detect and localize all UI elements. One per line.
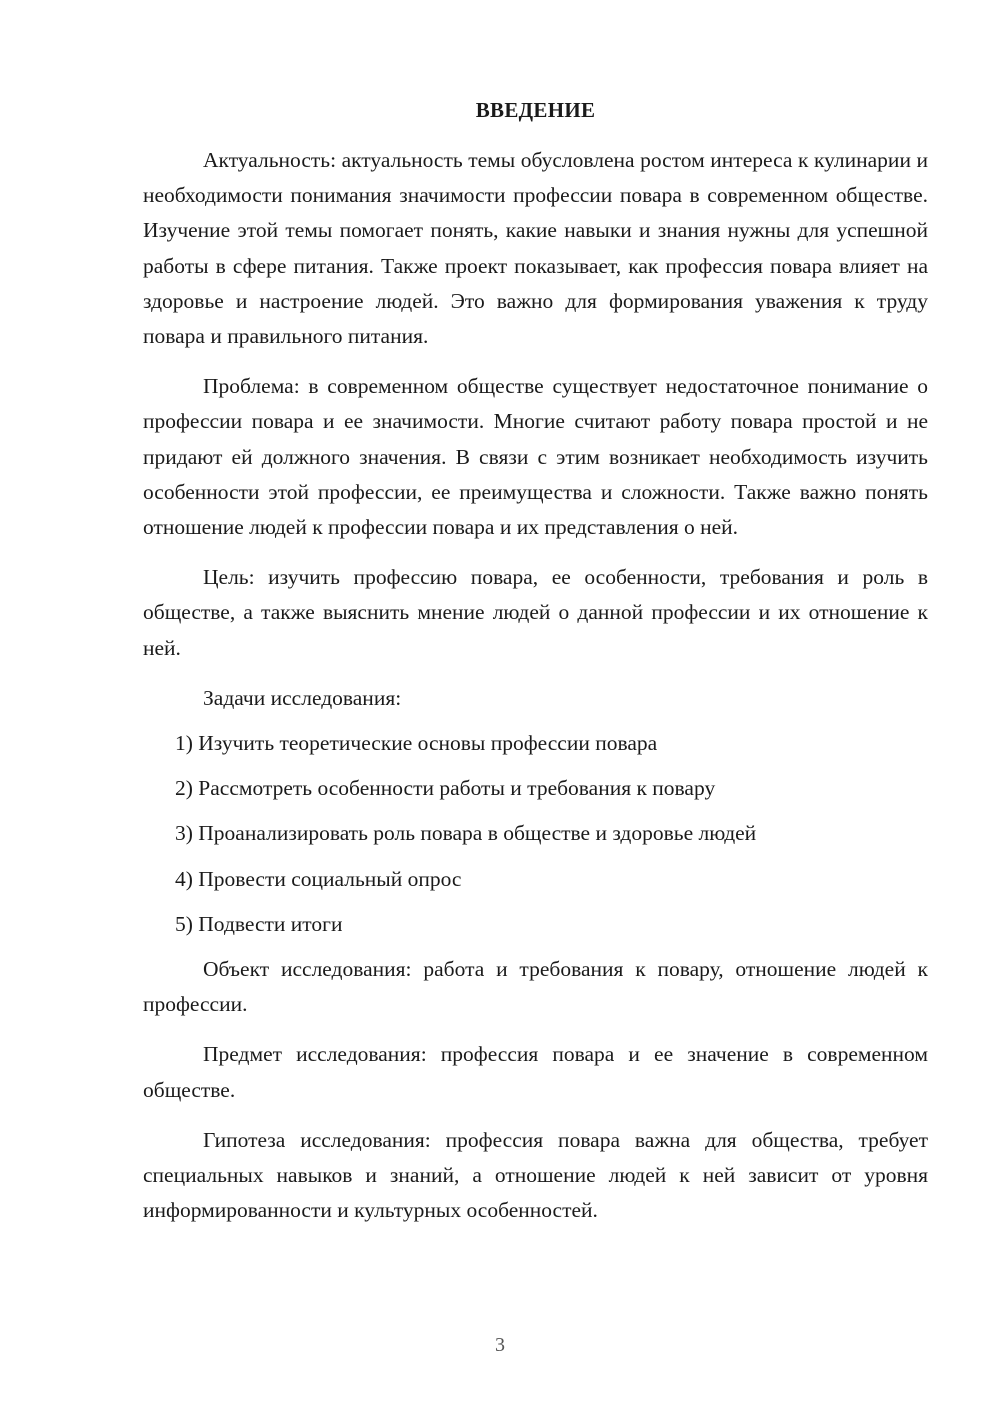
tasks-list (143, 726, 928, 942)
page-title: ВВЕДЕНИЕ (475, 98, 596, 122)
paragraph-relevance: Актуальность: актуальность темы обусловлена ростом интереса к кулинарии и необходимости понимания значимости профессии повара в современном обществе. Изучение этой темы помогает понять, какие навыки и знания нужны для успешной работы в сфере питания. Также проект показывает, как профессия повара влияет на здоровье и настроение людей. Это важно для формирования уважения к труду повара и правильного питания. (143, 148, 928, 349)
document-page (143, 95, 928, 1243)
page-number: 3 (495, 1334, 505, 1356)
paragraph-object: Объект исследования: работа и требования к повару, отношение людей к профессии. (143, 957, 928, 1017)
paragraph-subject: Предмет исследования: профессия повара и ее значение в современном обществе. (143, 1042, 928, 1102)
task-item-4: 4) Провести социальный опрос (175, 866, 462, 891)
task-item-2: 2) Рассмотреть особенности работы и требования к повару (175, 776, 716, 801)
paragraph-hypothesis: Гипотеза исследования: профессия повара важна для общества, требует специальных навыков и знаний, а отношение людей к ней зависит от уровня информированности и культурных особенностей. (143, 1127, 928, 1223)
task-item-1: 1) Изучить теоретические основы профессии повара (175, 731, 658, 756)
paragraph-goal: Цель: изучить профессию повара, ее особенности, требования и роль в обществе, а также выяснить мнение людей о данной профессии и их отношение к ней. (143, 565, 928, 660)
tasks-heading: Задачи исследования: (203, 685, 402, 710)
task-item-5: 5) Подвести итоги (175, 911, 343, 936)
paragraph-problem: Проблема: в современном обществе существует недостаточное понимание о профессии повара и ее значимости. Многие считают работу повара простой и не придают ей должного значения. В связи с этим возникает необходимость изучить особенности этой профессии, ее преимущества и сложности. Также важно понять отношение людей к профессии повара и их представления о ней. (143, 374, 928, 540)
task-item-3: 3) Проанализировать роль повара в обществе и здоровье людей (175, 821, 757, 846)
